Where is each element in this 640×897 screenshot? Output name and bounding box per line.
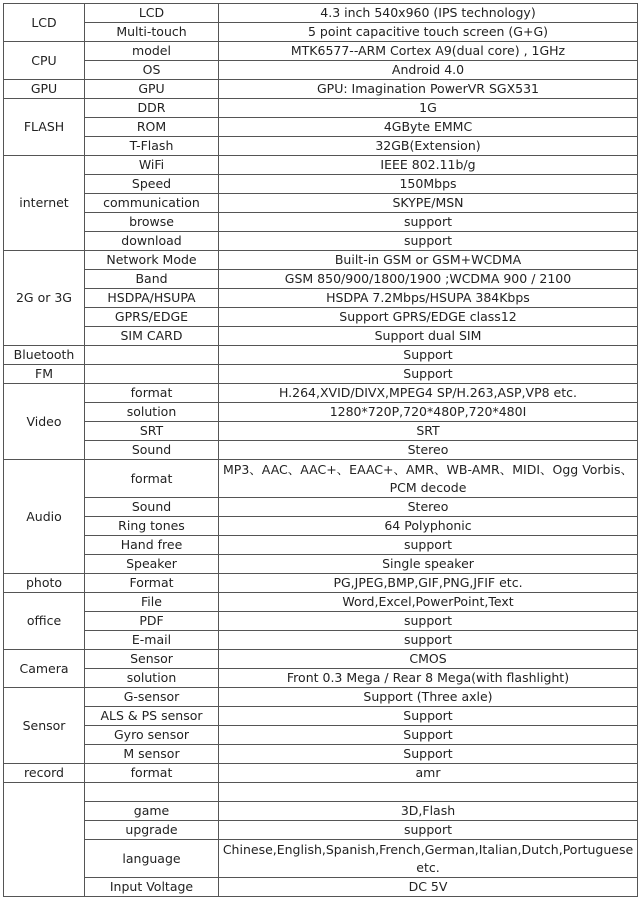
value-cell: HSDPA 7.2Mbps/HSUPA 384Kbps — [219, 289, 638, 308]
table-row — [4, 42, 638, 61]
value-cell: Stereo — [219, 441, 638, 460]
item-cell: SIM CARD — [85, 327, 219, 346]
item-cell: WiFi — [85, 156, 219, 175]
value-cell: support — [219, 213, 638, 232]
value-cell: 150Mbps — [219, 175, 638, 194]
value-cell: support — [219, 631, 638, 650]
table-row — [4, 669, 638, 688]
item-cell: GPRS/EDGE — [85, 308, 219, 327]
table-row — [4, 365, 638, 384]
item-cell: browse — [85, 213, 219, 232]
table-row — [4, 745, 638, 764]
item-cell — [85, 365, 219, 384]
value-cell: GSM 850/900/1800/1900 ;WCDMA 900 / 2100 — [219, 270, 638, 289]
table-row — [4, 517, 638, 536]
value-cell: amr — [219, 764, 638, 783]
item-cell: OS — [85, 61, 219, 80]
item-cell: Network Mode — [85, 251, 219, 270]
value-cell: 32GB(Extension) — [219, 137, 638, 156]
category-cell: FLASH — [4, 99, 85, 156]
value-cell: Chinese,English,Spanish,French,German,Italian,Dutch,Portuguese etc. — [219, 840, 638, 878]
item-cell: Gyro sensor — [85, 726, 219, 745]
table-row — [4, 555, 638, 574]
table-row — [4, 840, 638, 878]
value-cell: IEEE 802.11b/g — [219, 156, 638, 175]
table-row — [4, 726, 638, 745]
table-row — [4, 4, 638, 23]
table-row — [4, 498, 638, 517]
value-cell: support — [219, 536, 638, 555]
item-cell: Band — [85, 270, 219, 289]
value-cell — [219, 783, 638, 802]
item-cell: Format — [85, 574, 219, 593]
value-cell: 3D,Flash — [219, 802, 638, 821]
item-cell: game — [85, 802, 219, 821]
value-cell: SKYPE/MSN — [219, 194, 638, 213]
table-row — [4, 403, 638, 422]
table-row — [4, 688, 638, 707]
value-cell: MP3、AAC、AAC+、EAAC+、AMR、WB-AMR、MIDI、Ogg Vorbis、PCM decode — [219, 460, 638, 498]
category-cell: Bluetooth — [4, 346, 85, 365]
value-cell: Support — [219, 745, 638, 764]
value-cell: Built-in GSM or GSM+WCDMA — [219, 251, 638, 270]
item-cell: Sound — [85, 441, 219, 460]
table-row — [4, 536, 638, 555]
value-cell: 1G — [219, 99, 638, 118]
table-row — [4, 156, 638, 175]
item-cell: download — [85, 232, 219, 251]
value-cell: Front 0.3 Mega / Rear 8 Mega(with flashlight) — [219, 669, 638, 688]
value-cell: Support — [219, 365, 638, 384]
table-row — [4, 80, 638, 99]
value-cell: SRT — [219, 422, 638, 441]
item-cell: ALS & PS sensor — [85, 707, 219, 726]
table-row — [4, 878, 638, 897]
value-cell: Support GPRS/EDGE class12 — [219, 308, 638, 327]
category-cell: Camera — [4, 650, 85, 688]
category-cell: 2G or 3G — [4, 251, 85, 346]
value-cell: Word,Excel,PowerPoint,Text — [219, 593, 638, 612]
spec-table — [3, 3, 638, 897]
table-row — [4, 707, 638, 726]
table-row — [4, 460, 638, 498]
table-row — [4, 232, 638, 251]
value-cell: Support — [219, 726, 638, 745]
category-cell: office — [4, 593, 85, 650]
item-cell: upgrade — [85, 821, 219, 840]
table-row — [4, 194, 638, 213]
table-row — [4, 802, 638, 821]
item-cell: model — [85, 42, 219, 61]
table-row — [4, 612, 638, 631]
table-row — [4, 327, 638, 346]
table-row — [4, 118, 638, 137]
item-cell: Ring tones — [85, 517, 219, 536]
category-cell — [4, 783, 85, 897]
item-cell: format — [85, 384, 219, 403]
table-row — [4, 213, 638, 232]
table-row — [4, 783, 638, 802]
table-row — [4, 251, 638, 270]
value-cell: PG,JPEG,BMP,GIF,PNG,JFIF etc. — [219, 574, 638, 593]
item-cell: solution — [85, 403, 219, 422]
value-cell: support — [219, 821, 638, 840]
item-cell: Sound — [85, 498, 219, 517]
value-cell: Support — [219, 707, 638, 726]
value-cell: GPU: Imagination PowerVR SGX531 — [219, 80, 638, 99]
item-cell: language — [85, 840, 219, 878]
item-cell — [85, 346, 219, 365]
value-cell: Android 4.0 — [219, 61, 638, 80]
table-row — [4, 631, 638, 650]
category-cell: Video — [4, 384, 85, 460]
value-cell: 1280*720P,720*480P,720*480I — [219, 403, 638, 422]
table-row — [4, 346, 638, 365]
item-cell: solution — [85, 669, 219, 688]
item-cell: T-Flash — [85, 137, 219, 156]
item-cell: Hand free — [85, 536, 219, 555]
value-cell: H.264,XVID/DIVX,MPEG4 SP/H.263,ASP,VP8 etc. — [219, 384, 638, 403]
category-cell: GPU — [4, 80, 85, 99]
item-cell: Input Voltage — [85, 878, 219, 897]
value-cell: MTK6577--ARM Cortex A9(dual core) , 1GHz — [219, 42, 638, 61]
table-row — [4, 422, 638, 441]
item-cell: Speaker — [85, 555, 219, 574]
table-row — [4, 384, 638, 403]
item-cell: HSDPA/HSUPA — [85, 289, 219, 308]
category-cell: Sensor — [4, 688, 85, 764]
table-row — [4, 650, 638, 669]
item-cell: LCD — [85, 4, 219, 23]
table-row — [4, 61, 638, 80]
value-cell: CMOS — [219, 650, 638, 669]
item-cell: E-mail — [85, 631, 219, 650]
category-cell: CPU — [4, 42, 85, 80]
value-cell: Stereo — [219, 498, 638, 517]
item-cell: G-sensor — [85, 688, 219, 707]
item-cell: Sensor — [85, 650, 219, 669]
item-cell: DDR — [85, 99, 219, 118]
value-cell: DC 5V — [219, 878, 638, 897]
item-cell: PDF — [85, 612, 219, 631]
category-cell: Audio — [4, 460, 85, 574]
table-row — [4, 99, 638, 118]
table-row — [4, 441, 638, 460]
value-cell: 4GByte EMMC — [219, 118, 638, 137]
item-cell: format — [85, 460, 219, 498]
value-cell: Support — [219, 346, 638, 365]
item-cell: format — [85, 764, 219, 783]
table-row — [4, 270, 638, 289]
table-row — [4, 308, 638, 327]
table-row — [4, 764, 638, 783]
table-row — [4, 593, 638, 612]
item-cell: SRT — [85, 422, 219, 441]
table-row — [4, 289, 638, 308]
item-cell: M sensor — [85, 745, 219, 764]
category-cell: photo — [4, 574, 85, 593]
table-row — [4, 137, 638, 156]
category-cell: LCD — [4, 4, 85, 42]
value-cell: 5 point capacitive touch screen (G+G) — [219, 23, 638, 42]
value-cell: support — [219, 612, 638, 631]
category-cell: internet — [4, 156, 85, 251]
value-cell: Support dual SIM — [219, 327, 638, 346]
value-cell: 4.3 inch 540x960 (IPS technology) — [219, 4, 638, 23]
table-row — [4, 23, 638, 42]
spec-table-body — [4, 4, 638, 897]
item-cell: Multi-touch — [85, 23, 219, 42]
item-cell: ROM — [85, 118, 219, 137]
value-cell: 64 Polyphonic — [219, 517, 638, 536]
item-cell: Speed — [85, 175, 219, 194]
value-cell: Support (Three axle) — [219, 688, 638, 707]
table-row — [4, 175, 638, 194]
table-row — [4, 574, 638, 593]
category-cell: FM — [4, 365, 85, 384]
value-cell: support — [219, 232, 638, 251]
table-row — [4, 821, 638, 840]
item-cell: GPU — [85, 80, 219, 99]
item-cell: communication — [85, 194, 219, 213]
item-cell: File — [85, 593, 219, 612]
value-cell: Single speaker — [219, 555, 638, 574]
category-cell: record — [4, 764, 85, 783]
item-cell — [85, 783, 219, 802]
